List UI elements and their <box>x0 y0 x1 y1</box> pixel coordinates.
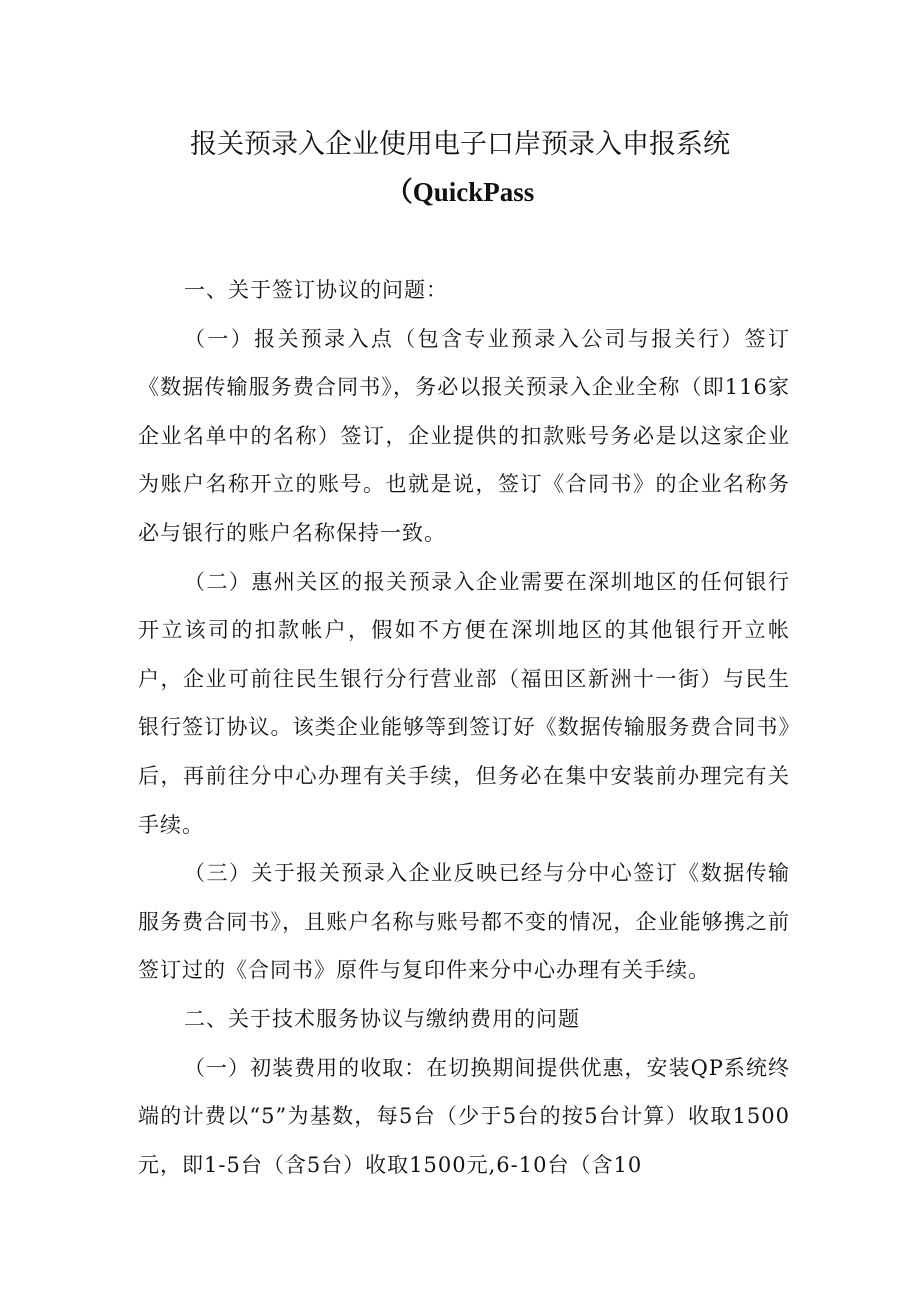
paragraph-1-3: （三）关于报关预录入企业反映已经与分中心签订《数据传输服务费合同书》，且账户名称与账号都不变的情况，企业能够携之前签订过的《合同书》原件与复印件来分中心办理有关手续。 <box>138 861 790 983</box>
document-title-line2: （QuickPass <box>385 177 535 207</box>
section-heading-1: 一、关于签订协议的问题： <box>184 278 448 302</box>
paragraph-1-1: （一）报关预录入点（包含专业预录入公司与报关行）签订《数据传输服务费合同书》，务必以报关预录入企业全称（即116家企业名单中的名称）签订，企业提供的扣款账号务必是以这家企业为账户名称开立的账号。也就是说，签订《合同书》的企业名称务必与银行的账户名称保持一致。 <box>138 326 790 545</box>
paragraph-1-2: （二）惠州关区的报关预录入企业需要在深圳地区的任何银行开立该司的扣款帐户，假如不方便在深圳地区的其他银行开立帐户，企业可前往民生银行分行营业部（福田区新洲十一街）与民生银行签订协议。该类企业能够等到签订好《数据传输服务费合同书》后，再前往分中心办理有关手续，但务必在集中安装前办理完有关手续。 <box>138 569 790 837</box>
section-heading-2: 二、关于技术服务协议与缴纳费用的问题 <box>184 1006 580 1031</box>
paragraph-2-1: （一）初装费用的收取：在切换期间提供优惠，安装QP系统终端的计费以“5”为基数，每5台（少于5台的按5台计算）收取1500元，即1-5台（含5台）收取1500元,6-10台（含10 <box>138 1055 790 1177</box>
document-title-line1: 报关预录入企业使用电子口岸预录入申报系统 <box>190 129 730 160</box>
document-body <box>138 266 790 1189</box>
